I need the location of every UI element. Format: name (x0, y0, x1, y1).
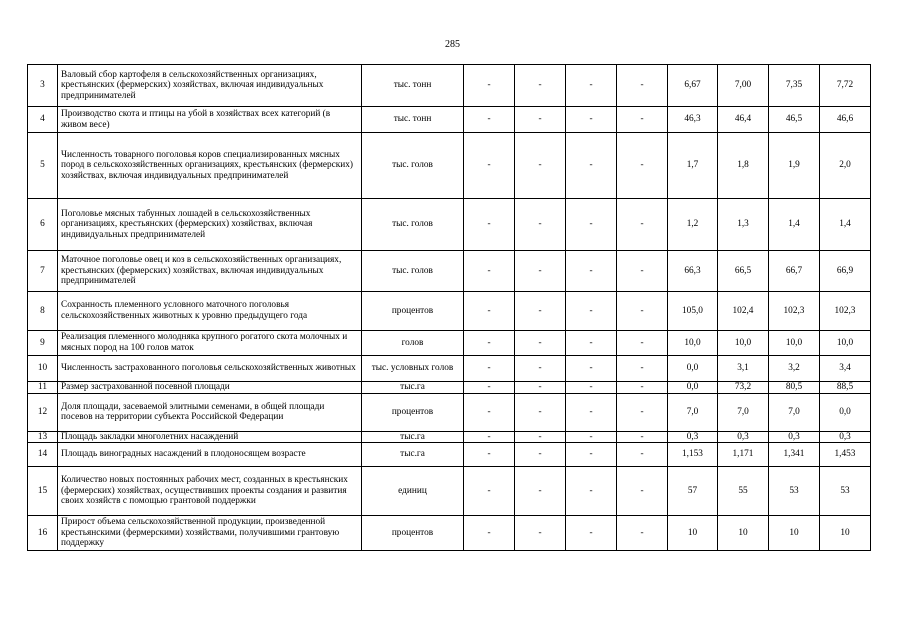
table-row (28, 292, 871, 331)
value-cell: 46,4 (718, 107, 769, 133)
table-row (28, 467, 871, 516)
value-cell: 53 (769, 467, 820, 516)
value-cell: 1,2 (668, 199, 718, 251)
value-cell: - (464, 251, 515, 292)
value-cell: 1,341 (769, 443, 820, 467)
unit-cell: голов (362, 331, 464, 356)
value-cell: - (617, 199, 668, 251)
value-cell: - (566, 199, 617, 251)
value-cell: 3,4 (820, 356, 871, 382)
value-cell: - (515, 382, 566, 394)
unit-cell: тыс. тонн (362, 65, 464, 107)
value-cell: 10 (718, 516, 769, 551)
value-cell: - (464, 331, 515, 356)
value-cell: - (566, 65, 617, 107)
value-cell: 0,3 (718, 431, 769, 443)
value-cell: - (566, 393, 617, 431)
value-cell: - (617, 382, 668, 394)
value-cell: 1,3 (718, 199, 769, 251)
value-cell: - (515, 516, 566, 551)
row-number: 12 (28, 393, 58, 431)
unit-cell: тыс.га (362, 443, 464, 467)
value-cell: 1,4 (820, 199, 871, 251)
indicator-name: Численность товарного поголовья коров специализированных мясных пород в сельскохозяйственных организациях, крестьянских (фермерских) хозяйствах, включая индивидуальных предпринимателей (58, 133, 362, 199)
value-cell: - (515, 251, 566, 292)
value-cell: 10 (820, 516, 871, 551)
row-number: 9 (28, 331, 58, 356)
value-cell: - (515, 393, 566, 431)
value-cell: - (515, 443, 566, 467)
indicator-name: Сохранность племенного условного маточного поголовья сельскохозяйственных животных к уровню предыдущего года (58, 292, 362, 331)
value-cell: - (617, 356, 668, 382)
value-cell: - (566, 382, 617, 394)
row-number: 3 (28, 65, 58, 107)
indicator-name: Доля площади, засеваемой элитными семенами, в общей площади посевов на территории субъекта Российской Федерации (58, 393, 362, 431)
table-row (28, 65, 871, 107)
table-row (28, 431, 871, 443)
unit-cell: тыс. голов (362, 133, 464, 199)
value-cell: - (464, 393, 515, 431)
table-row (28, 107, 871, 133)
value-cell: - (617, 133, 668, 199)
unit-cell: тыс.га (362, 382, 464, 394)
indicators-table (27, 64, 871, 551)
row-number: 13 (28, 431, 58, 443)
value-cell: - (515, 133, 566, 199)
value-cell: 88,5 (820, 382, 871, 394)
value-cell: 3,2 (769, 356, 820, 382)
page-number: 285 (445, 39, 460, 50)
value-cell: - (464, 133, 515, 199)
value-cell: 46,3 (668, 107, 718, 133)
value-cell: 1,171 (718, 443, 769, 467)
value-cell: - (515, 199, 566, 251)
unit-cell: тыс. голов (362, 251, 464, 292)
value-cell: - (464, 292, 515, 331)
unit-cell: единиц (362, 467, 464, 516)
value-cell: - (464, 199, 515, 251)
value-cell: 6,67 (668, 65, 718, 107)
value-cell: 55 (718, 467, 769, 516)
value-cell: - (566, 431, 617, 443)
value-cell: - (566, 356, 617, 382)
value-cell: - (515, 356, 566, 382)
value-cell: 102,3 (820, 292, 871, 331)
value-cell: 2,0 (820, 133, 871, 199)
value-cell: - (464, 356, 515, 382)
value-cell: - (617, 331, 668, 356)
value-cell: 102,3 (769, 292, 820, 331)
row-number: 15 (28, 467, 58, 516)
value-cell: - (617, 251, 668, 292)
value-cell: - (617, 393, 668, 431)
value-cell: 10,0 (718, 331, 769, 356)
value-cell: - (617, 516, 668, 551)
value-cell: - (617, 431, 668, 443)
row-number: 11 (28, 382, 58, 394)
value-cell: 7,00 (718, 65, 769, 107)
value-cell: 7,0 (769, 393, 820, 431)
unit-cell: тыс. условных голов (362, 356, 464, 382)
value-cell: 7,0 (668, 393, 718, 431)
row-number: 7 (28, 251, 58, 292)
unit-cell: тыс. тонн (362, 107, 464, 133)
table-row (28, 356, 871, 382)
value-cell: 10,0 (769, 331, 820, 356)
row-number: 8 (28, 292, 58, 331)
unit-cell: тыс.га (362, 431, 464, 443)
value-cell: 102,4 (718, 292, 769, 331)
value-cell: 1,453 (820, 443, 871, 467)
value-cell: 66,5 (718, 251, 769, 292)
value-cell: 1,7 (668, 133, 718, 199)
value-cell: - (515, 331, 566, 356)
value-cell: 0,0 (668, 356, 718, 382)
table-row (28, 382, 871, 394)
value-cell: - (464, 382, 515, 394)
value-cell: 0,3 (668, 431, 718, 443)
value-cell: - (464, 431, 515, 443)
value-cell: 3,1 (718, 356, 769, 382)
unit-cell: процентов (362, 292, 464, 331)
table-row (28, 133, 871, 199)
indicator-name: Производство скота и птицы на убой в хозяйствах всех категорий (в живом весе) (58, 107, 362, 133)
value-cell: - (515, 467, 566, 516)
value-cell: 7,0 (718, 393, 769, 431)
value-cell: 7,35 (769, 65, 820, 107)
row-number: 4 (28, 107, 58, 133)
value-cell: - (566, 133, 617, 199)
indicator-name: Размер застрахованной посевной площади (58, 382, 362, 394)
indicator-name: Маточное поголовье овец и коз в сельскохозяйственных организациях, крестьянских (фермерских) хозяйствах, включая индивидуальных предпринимателей (58, 251, 362, 292)
value-cell: 0,0 (820, 393, 871, 431)
value-cell: - (515, 292, 566, 331)
value-cell: - (515, 65, 566, 107)
table-row (28, 331, 871, 356)
value-cell: 66,3 (668, 251, 718, 292)
value-cell: - (566, 292, 617, 331)
unit-cell: процентов (362, 393, 464, 431)
value-cell: 1,153 (668, 443, 718, 467)
value-cell: 80,5 (769, 382, 820, 394)
value-cell: 10 (668, 516, 718, 551)
value-cell: 0,0 (668, 382, 718, 394)
indicator-name: Численность застрахованного поголовья сельскохозяйственных животных (58, 356, 362, 382)
table-row (28, 516, 871, 551)
value-cell: - (617, 107, 668, 133)
indicator-name: Площадь виноградных насаждений в плодоносящем возрасте (58, 443, 362, 467)
value-cell: 10 (769, 516, 820, 551)
row-number: 14 (28, 443, 58, 467)
row-number: 6 (28, 199, 58, 251)
value-cell: 0,3 (769, 431, 820, 443)
value-cell: 73,2 (718, 382, 769, 394)
value-cell: 66,9 (820, 251, 871, 292)
value-cell: - (617, 292, 668, 331)
unit-cell: тыс. голов (362, 199, 464, 251)
value-cell: - (566, 331, 617, 356)
value-cell: - (464, 443, 515, 467)
value-cell: 105,0 (668, 292, 718, 331)
value-cell: - (617, 65, 668, 107)
value-cell: 1,8 (718, 133, 769, 199)
indicator-name: Прирост объема сельскохозяйственной продукции, произведенной крестьянскими (фермерскими) хозяйствами, получившими грантовую поддержку (58, 516, 362, 551)
value-cell: 7,72 (820, 65, 871, 107)
table-row (28, 251, 871, 292)
value-cell: - (464, 516, 515, 551)
value-cell: 10,0 (820, 331, 871, 356)
value-cell: 46,5 (769, 107, 820, 133)
value-cell: 66,7 (769, 251, 820, 292)
value-cell: 57 (668, 467, 718, 516)
value-cell: - (566, 467, 617, 516)
row-number: 16 (28, 516, 58, 551)
unit-cell: процентов (362, 516, 464, 551)
value-cell: 1,9 (769, 133, 820, 199)
indicator-name: Валовый сбор картофеля в сельскохозяйственных организациях, крестьянских (фермерских) хозяйствах, включая индивидуальных предпринимателей (58, 65, 362, 107)
value-cell: - (617, 443, 668, 467)
value-cell: 1,4 (769, 199, 820, 251)
value-cell: - (617, 467, 668, 516)
value-cell: - (464, 65, 515, 107)
value-cell: - (566, 516, 617, 551)
value-cell: - (515, 107, 566, 133)
indicator-name: Поголовье мясных табунных лошадей в сельскохозяйственных организациях, крестьянских (фермерских) хозяйствах, включая индивидуальных предпринимателей (58, 199, 362, 251)
table-row (28, 393, 871, 431)
table-row (28, 199, 871, 251)
indicator-name: Реализация племенного молодняка крупного рогатого скота молочных и мясных пород на 100 голов маток (58, 331, 362, 356)
row-number: 10 (28, 356, 58, 382)
value-cell: 10,0 (668, 331, 718, 356)
value-cell: 53 (820, 467, 871, 516)
value-cell: - (566, 443, 617, 467)
value-cell: 46,6 (820, 107, 871, 133)
value-cell: - (566, 107, 617, 133)
value-cell: 0,3 (820, 431, 871, 443)
value-cell: - (566, 251, 617, 292)
value-cell: - (464, 467, 515, 516)
value-cell: - (515, 431, 566, 443)
value-cell: - (464, 107, 515, 133)
indicator-name: Площадь закладки многолетних насаждений (58, 431, 362, 443)
row-number: 5 (28, 133, 58, 199)
table-row (28, 443, 871, 467)
indicator-name: Количество новых постоянных рабочих мест, созданных в крестьянских (фермерских) хозяйствах, осуществивших проекты создания и развития своих хозяйств с помощью грантовой поддержки (58, 467, 362, 516)
